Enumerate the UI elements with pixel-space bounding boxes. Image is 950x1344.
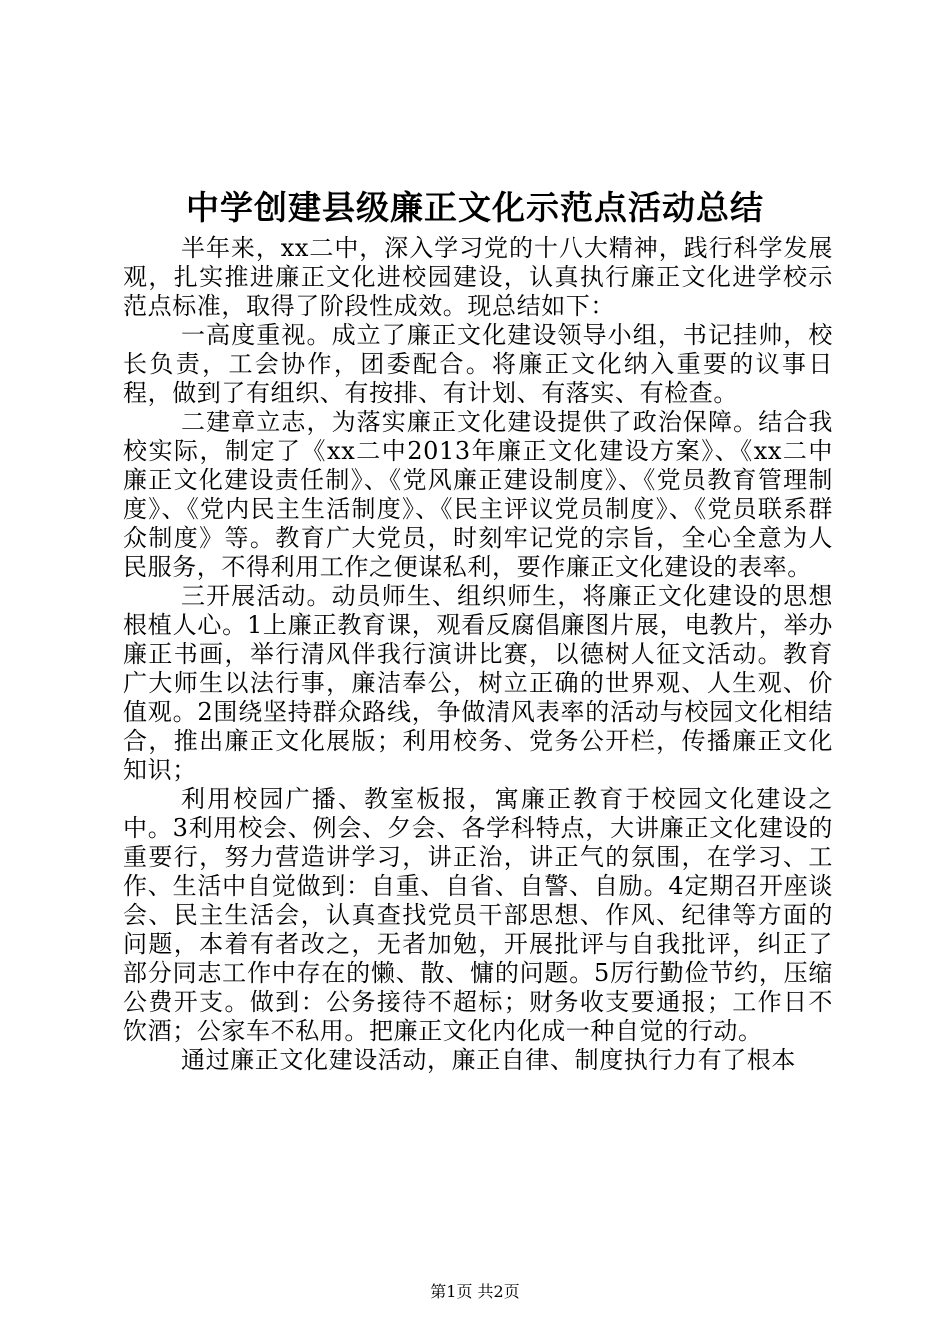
document-title: 中学创建县级廉正文化示范点活动总结: [186, 188, 764, 227]
paragraph-conclusion: 通过廉正文化建设活动，廉正自律、制度执行力有了根本: [181, 1046, 796, 1074]
paragraph-section-3: 三开展活动。动员师生、组织师生，将廉正文化建设的思想根植人心。1上廉正教育课，观看反腐倡廉图片展，电教片，举办廉正书画，举行清风伴我行演讲比赛，以德树人征文活动。教育广大师生以法行事，廉洁奉公，树立正确的世界观、人生观、价值观。2围绕坚持群众路线，争做清风表率的活动与校园文化相结合，推出廉正文化展版；利用校务、党务公开栏，传播廉正文化知识；: [123, 582, 833, 784]
paragraph-section-1: 一高度重视。成立了廉正文化建设领导小组，书记挂帅，校长负责，工会协作，团委配合。将廉正文化纳入重要的议事日程，做到了有组织、有按排、有计划、有落实、有检查。: [123, 321, 833, 407]
paragraph-intro: 半年来，xx二中，深入学习党的十八大精神，践行科学发展观，扎实推进廉正文化进校园建设，认真执行廉正文化进学校示范点标准，取得了阶段性成效。现总结如下：: [123, 234, 833, 320]
page-number-footer: 第1页 共2页: [430, 1282, 520, 1301]
paragraph-section-2: 二建章立志，为落实廉正文化建设提供了政治保障。结合我校实际，制定了《xx二中2013年廉正文化建设方案》、《xx二中廉正文化建设责任制》、《党风廉正建设制度》、《党员教育管理制度》、《党内民主生活制度》、《民主评议党员制度》、《党员联系群众制度》等。教育广大党员，时刻牢记党的宗旨，全心全意为人民服务，不得利用工作之便谋私利，要作廉正文化建设的表率。: [123, 408, 833, 581]
document-body: [123, 234, 833, 1075]
paragraph-section-3-continued: 利用校园广播、教室板报，寓廉正教育于校园文化建设之中。3利用校会、例会、夕会、各学科特点，大讲廉正文化建设的重要行，努力营造讲学习，讲正治，讲正气的氛围，在学习、工作、生活中自觉做到：自重、自省、自警、自励。4定期召开座谈会、民主生活会，认真查找党员干部思想、作风、纪律等方面的问题，本着有者改之，无者加勉，开展批评与自我批评，纠正了部分同志工作中存在的懒、散、慵的问题。5厉行勤俭节约，压缩公费开支。做到：公务接待不超标；财务收支要通报；工作日不饮酒；公家车不私用。把廉正文化内化成一种自觉的行动。: [123, 785, 833, 1045]
